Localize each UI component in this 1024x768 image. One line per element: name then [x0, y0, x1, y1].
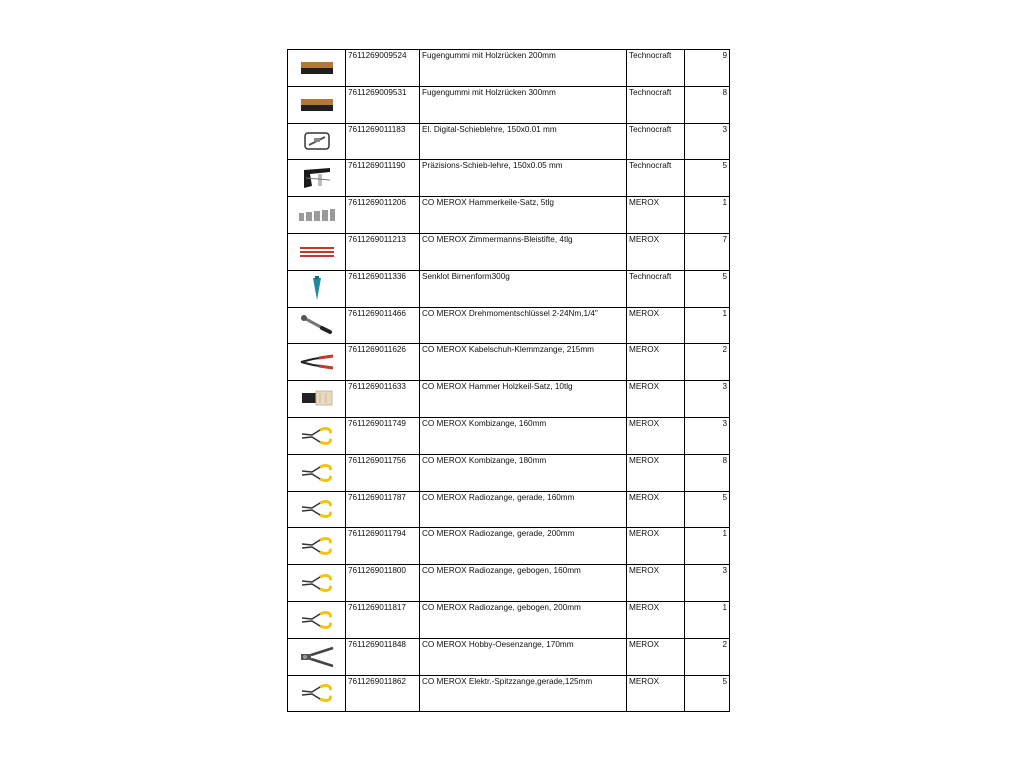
quantity-cell: 2	[685, 638, 730, 675]
brand-cell: MEROX	[627, 565, 685, 602]
description-cell: El. Digital-Schieblehre, 150x0.01 mm	[420, 123, 627, 160]
description-cell: CO MEROX Kombizange, 160mm	[420, 417, 627, 454]
quantity-cell: 1	[685, 528, 730, 565]
quantity-cell: 1	[685, 197, 730, 234]
rubber-float-icon	[288, 86, 346, 123]
product-table	[287, 49, 730, 712]
quantity-cell: 9	[685, 50, 730, 87]
description-cell: CO MEROX Radiozange, gerade, 200mm	[420, 528, 627, 565]
table-row	[288, 381, 730, 418]
brand-cell: MEROX	[627, 601, 685, 638]
ean-cell: 7611269011817	[346, 601, 420, 638]
description-cell: CO MEROX Drehmomentschlüssel 2-24Nm,1/4"	[420, 307, 627, 344]
table-row	[288, 528, 730, 565]
hammer-wedges-icon	[288, 197, 346, 234]
pliers-icon	[288, 528, 346, 565]
ean-cell: 7611269009531	[346, 86, 420, 123]
ean-cell: 7611269011336	[346, 270, 420, 307]
table-row	[288, 86, 730, 123]
pliers-icon	[288, 601, 346, 638]
quantity-cell: 5	[685, 675, 730, 712]
description-cell: CO MEROX Hobby-Oesenzange, 170mm	[420, 638, 627, 675]
torque-wrench-icon	[288, 307, 346, 344]
ean-cell: 7611269011848	[346, 638, 420, 675]
ean-cell: 7611269011626	[346, 344, 420, 381]
description-cell: CO MEROX Kabelschuh-Klemmzange, 215mm	[420, 344, 627, 381]
ean-cell: 7611269011800	[346, 565, 420, 602]
pliers-icon	[288, 491, 346, 528]
description-cell: CO MEROX Zimmermanns-Bleistifte, 4tlg	[420, 233, 627, 270]
quantity-cell: 3	[685, 417, 730, 454]
brand-cell: MEROX	[627, 528, 685, 565]
table-row	[288, 601, 730, 638]
description-cell: CO MEROX Hammerkeile-Satz, 5tlg	[420, 197, 627, 234]
description-cell: Fugengummi mit Holzrücken 300mm	[420, 86, 627, 123]
quantity-cell: 3	[685, 381, 730, 418]
vernier-caliper-icon	[288, 160, 346, 197]
brand-cell: Technocraft	[627, 270, 685, 307]
table-row	[288, 197, 730, 234]
table-row	[288, 50, 730, 87]
brand-cell: MEROX	[627, 381, 685, 418]
description-cell: Präzisions-Schieb-lehre, 150x0.05 mm	[420, 160, 627, 197]
pliers-icon	[288, 565, 346, 602]
plumb-bob-icon	[288, 270, 346, 307]
pencils-icon	[288, 233, 346, 270]
brand-cell: MEROX	[627, 197, 685, 234]
table-row	[288, 638, 730, 675]
brand-cell: MEROX	[627, 344, 685, 381]
quantity-cell: 3	[685, 123, 730, 160]
brand-cell: MEROX	[627, 675, 685, 712]
pliers-icon	[288, 417, 346, 454]
ean-cell: 7611269011756	[346, 454, 420, 491]
quantity-cell: 3	[685, 565, 730, 602]
rubber-float-icon	[288, 50, 346, 87]
pliers-icon	[288, 454, 346, 491]
wood-wedges-icon	[288, 381, 346, 418]
description-cell: CO MEROX Radiozange, gebogen, 160mm	[420, 565, 627, 602]
pliers-icon	[288, 675, 346, 712]
table-row	[288, 123, 730, 160]
ean-cell: 7611269011183	[346, 123, 420, 160]
ean-cell: 7611269011190	[346, 160, 420, 197]
quantity-cell: 8	[685, 86, 730, 123]
brand-cell: MEROX	[627, 307, 685, 344]
ean-cell: 7611269011787	[346, 491, 420, 528]
ean-cell: 7611269011206	[346, 197, 420, 234]
quantity-cell: 1	[685, 601, 730, 638]
brand-cell: MEROX	[627, 417, 685, 454]
description-cell: CO MEROX Radiozange, gerade, 160mm	[420, 491, 627, 528]
brand-cell: Technocraft	[627, 123, 685, 160]
digital-caliper-icon	[288, 123, 346, 160]
table-row	[288, 675, 730, 712]
brand-cell: MEROX	[627, 233, 685, 270]
table-row	[288, 270, 730, 307]
brand-cell: Technocraft	[627, 160, 685, 197]
quantity-cell: 1	[685, 307, 730, 344]
quantity-cell: 7	[685, 233, 730, 270]
punch-pliers-icon	[288, 638, 346, 675]
table-row	[288, 454, 730, 491]
quantity-cell: 5	[685, 491, 730, 528]
description-cell: Fugengummi mit Holzrücken 200mm	[420, 50, 627, 87]
table-row	[288, 160, 730, 197]
brand-cell: MEROX	[627, 491, 685, 528]
description-cell: CO MEROX Kombizange, 180mm	[420, 454, 627, 491]
ean-cell: 7611269011213	[346, 233, 420, 270]
description-cell: CO MEROX Elektr.-Spitzzange,gerade,125mm	[420, 675, 627, 712]
ean-cell: 7611269009524	[346, 50, 420, 87]
description-cell: CO MEROX Hammer Holzkeil-Satz, 10tlg	[420, 381, 627, 418]
quantity-cell: 5	[685, 160, 730, 197]
ean-cell: 7611269011633	[346, 381, 420, 418]
description-cell: Senklot Birnenform300g	[420, 270, 627, 307]
table-row	[288, 344, 730, 381]
ean-cell: 7611269011794	[346, 528, 420, 565]
table-row	[288, 307, 730, 344]
ean-cell: 7611269011749	[346, 417, 420, 454]
quantity-cell: 8	[685, 454, 730, 491]
quantity-cell: 2	[685, 344, 730, 381]
brand-cell: MEROX	[627, 638, 685, 675]
brand-cell: MEROX	[627, 454, 685, 491]
description-cell: CO MEROX Radiozange, gebogen, 200mm	[420, 601, 627, 638]
brand-cell: Technocraft	[627, 50, 685, 87]
table-row	[288, 565, 730, 602]
quantity-cell: 5	[685, 270, 730, 307]
brand-cell: Technocraft	[627, 86, 685, 123]
table-row	[288, 491, 730, 528]
table-row	[288, 417, 730, 454]
table-row	[288, 233, 730, 270]
ean-cell: 7611269011862	[346, 675, 420, 712]
product-table-body	[288, 50, 730, 712]
ean-cell: 7611269011466	[346, 307, 420, 344]
crimping-pliers-icon	[288, 344, 346, 381]
